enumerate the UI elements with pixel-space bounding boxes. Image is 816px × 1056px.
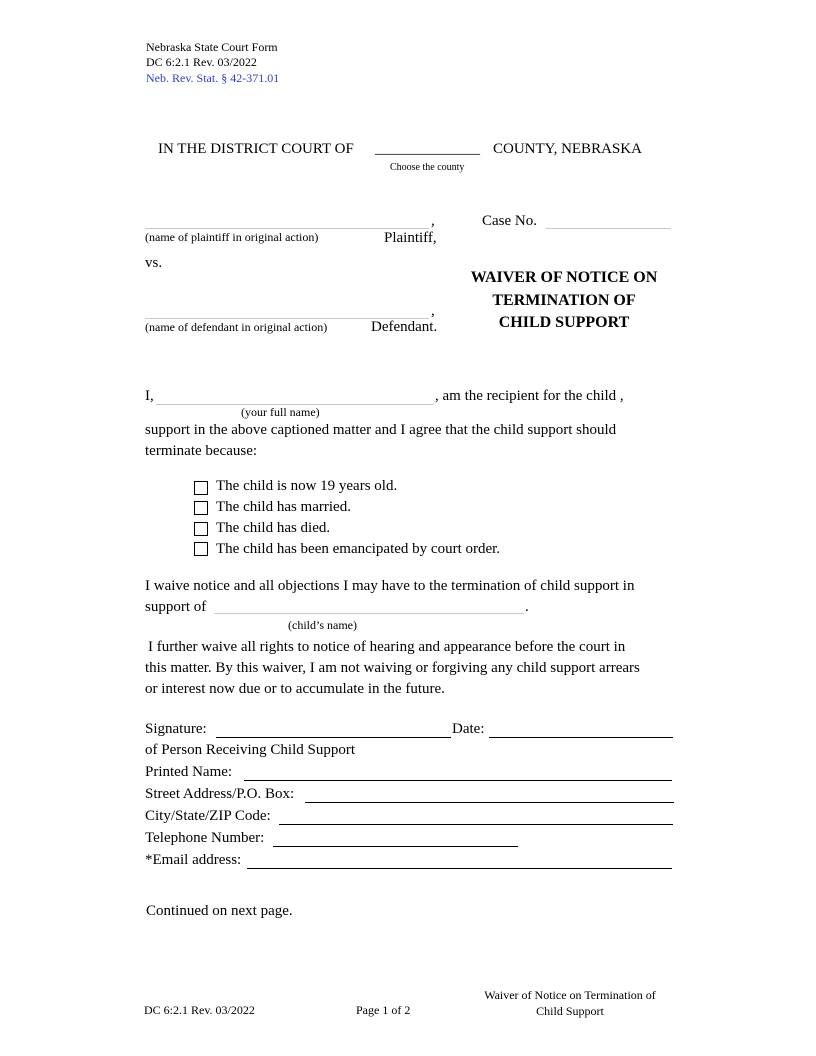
telephone-field[interactable] bbox=[273, 846, 518, 847]
checkbox-died[interactable] bbox=[194, 522, 208, 536]
printed-name-label: Printed Name: bbox=[145, 764, 233, 780]
option-age-19: The child is now 19 years old. bbox=[216, 478, 398, 494]
of-person-label: of Person Receiving Child Support bbox=[145, 742, 355, 758]
street-label: Street Address/P.O. Box: bbox=[145, 786, 295, 802]
footer-title-line-1: Waiver of Notice on Termination of bbox=[484, 988, 656, 1002]
child-name-field[interactable] bbox=[214, 613, 524, 614]
form-name: Nebraska State Court Form bbox=[146, 40, 278, 54]
recipient-text: , am the recipient for the child , bbox=[435, 388, 624, 404]
further-line-2: this matter. By this waiver, I am not waiving or forgiving any child support arrears bbox=[145, 660, 640, 676]
defendant-hint: (name of defendant in original action) bbox=[145, 320, 328, 334]
date-label: Date: bbox=[452, 721, 485, 737]
plaintiff-hint: (name of plaintiff in original action) bbox=[145, 230, 319, 244]
option-married: The child has married. bbox=[216, 499, 351, 515]
telephone-label: Telephone Number: bbox=[145, 830, 265, 846]
form-number: DC 6:2.1 Rev. 03/2022 bbox=[146, 55, 257, 69]
signature-field[interactable] bbox=[216, 737, 451, 738]
title-line-3: CHILD SUPPORT bbox=[498, 314, 630, 331]
waive-prefix: support of bbox=[145, 599, 207, 615]
footer-page: Page 1 of 2 bbox=[356, 1003, 411, 1017]
checkbox-emancipated[interactable] bbox=[194, 542, 208, 556]
title-line-2: TERMINATION OF bbox=[492, 291, 636, 309]
footer-title bbox=[470, 987, 670, 1019]
statute-link[interactable]: Neb. Rev. Stat. § 42-371.01 bbox=[146, 71, 280, 85]
email-field[interactable] bbox=[247, 868, 672, 869]
waive-period: . bbox=[525, 599, 529, 615]
para1-line-1: support in the above captioned matter and I agree that the child support should bbox=[145, 422, 617, 438]
option-died: The child has died. bbox=[216, 520, 331, 536]
checkbox-age-19[interactable] bbox=[194, 481, 208, 495]
defendant-comma: , bbox=[431, 303, 435, 319]
i-prefix: I, bbox=[145, 388, 154, 404]
footer-form-number: DC 6:2.1 Rev. 03/2022 bbox=[144, 1003, 255, 1017]
signature-label: Signature: bbox=[145, 721, 207, 737]
county-select[interactable]: ______________ bbox=[375, 141, 480, 157]
street-field[interactable] bbox=[305, 802, 674, 803]
para1-line-2: terminate because: bbox=[145, 443, 258, 459]
vs-label: vs. bbox=[145, 255, 163, 271]
email-label: *Email address: bbox=[145, 852, 242, 868]
county-hint: Choose the county bbox=[390, 162, 465, 173]
plaintiff-name-field[interactable] bbox=[145, 228, 429, 229]
checkbox-married[interactable] bbox=[194, 501, 208, 515]
waive-line-1: I waive notice and all objections I may have to the termination of child support in bbox=[145, 578, 635, 594]
defendant-label: Defendant. bbox=[371, 319, 438, 335]
city-label: City/State/ZIP Code: bbox=[145, 808, 271, 824]
court-prefix: IN THE DISTRICT COURT OF bbox=[158, 141, 354, 157]
court-suffix: COUNTY, NEBRASKA bbox=[493, 141, 642, 157]
plaintiff-comma: , bbox=[431, 213, 435, 229]
date-field[interactable] bbox=[489, 737, 673, 738]
footer-title-line-2: Child Support bbox=[536, 1004, 604, 1018]
child-name-hint: (child’s name) bbox=[288, 618, 357, 632]
title-line-1: WAIVER OF NOTICE ON bbox=[470, 269, 658, 286]
option-emancipated: The child has been emancipated by court order. bbox=[216, 541, 501, 557]
city-field[interactable] bbox=[279, 824, 673, 825]
continued-note: Continued on next page. bbox=[146, 903, 293, 919]
further-line-1: I further waive all rights to notice of hearing and appearance before the court in bbox=[148, 639, 626, 655]
case-no-field[interactable] bbox=[546, 228, 671, 229]
case-no-label: Case No. bbox=[482, 213, 537, 229]
printed-name-field[interactable] bbox=[244, 780, 672, 781]
full-name-hint: (your full name) bbox=[241, 405, 320, 419]
document-title bbox=[444, 267, 684, 335]
further-line-3: or interest now due or to accumulate in the future. bbox=[145, 681, 445, 697]
plaintiff-label: Plaintiff, bbox=[384, 230, 437, 246]
